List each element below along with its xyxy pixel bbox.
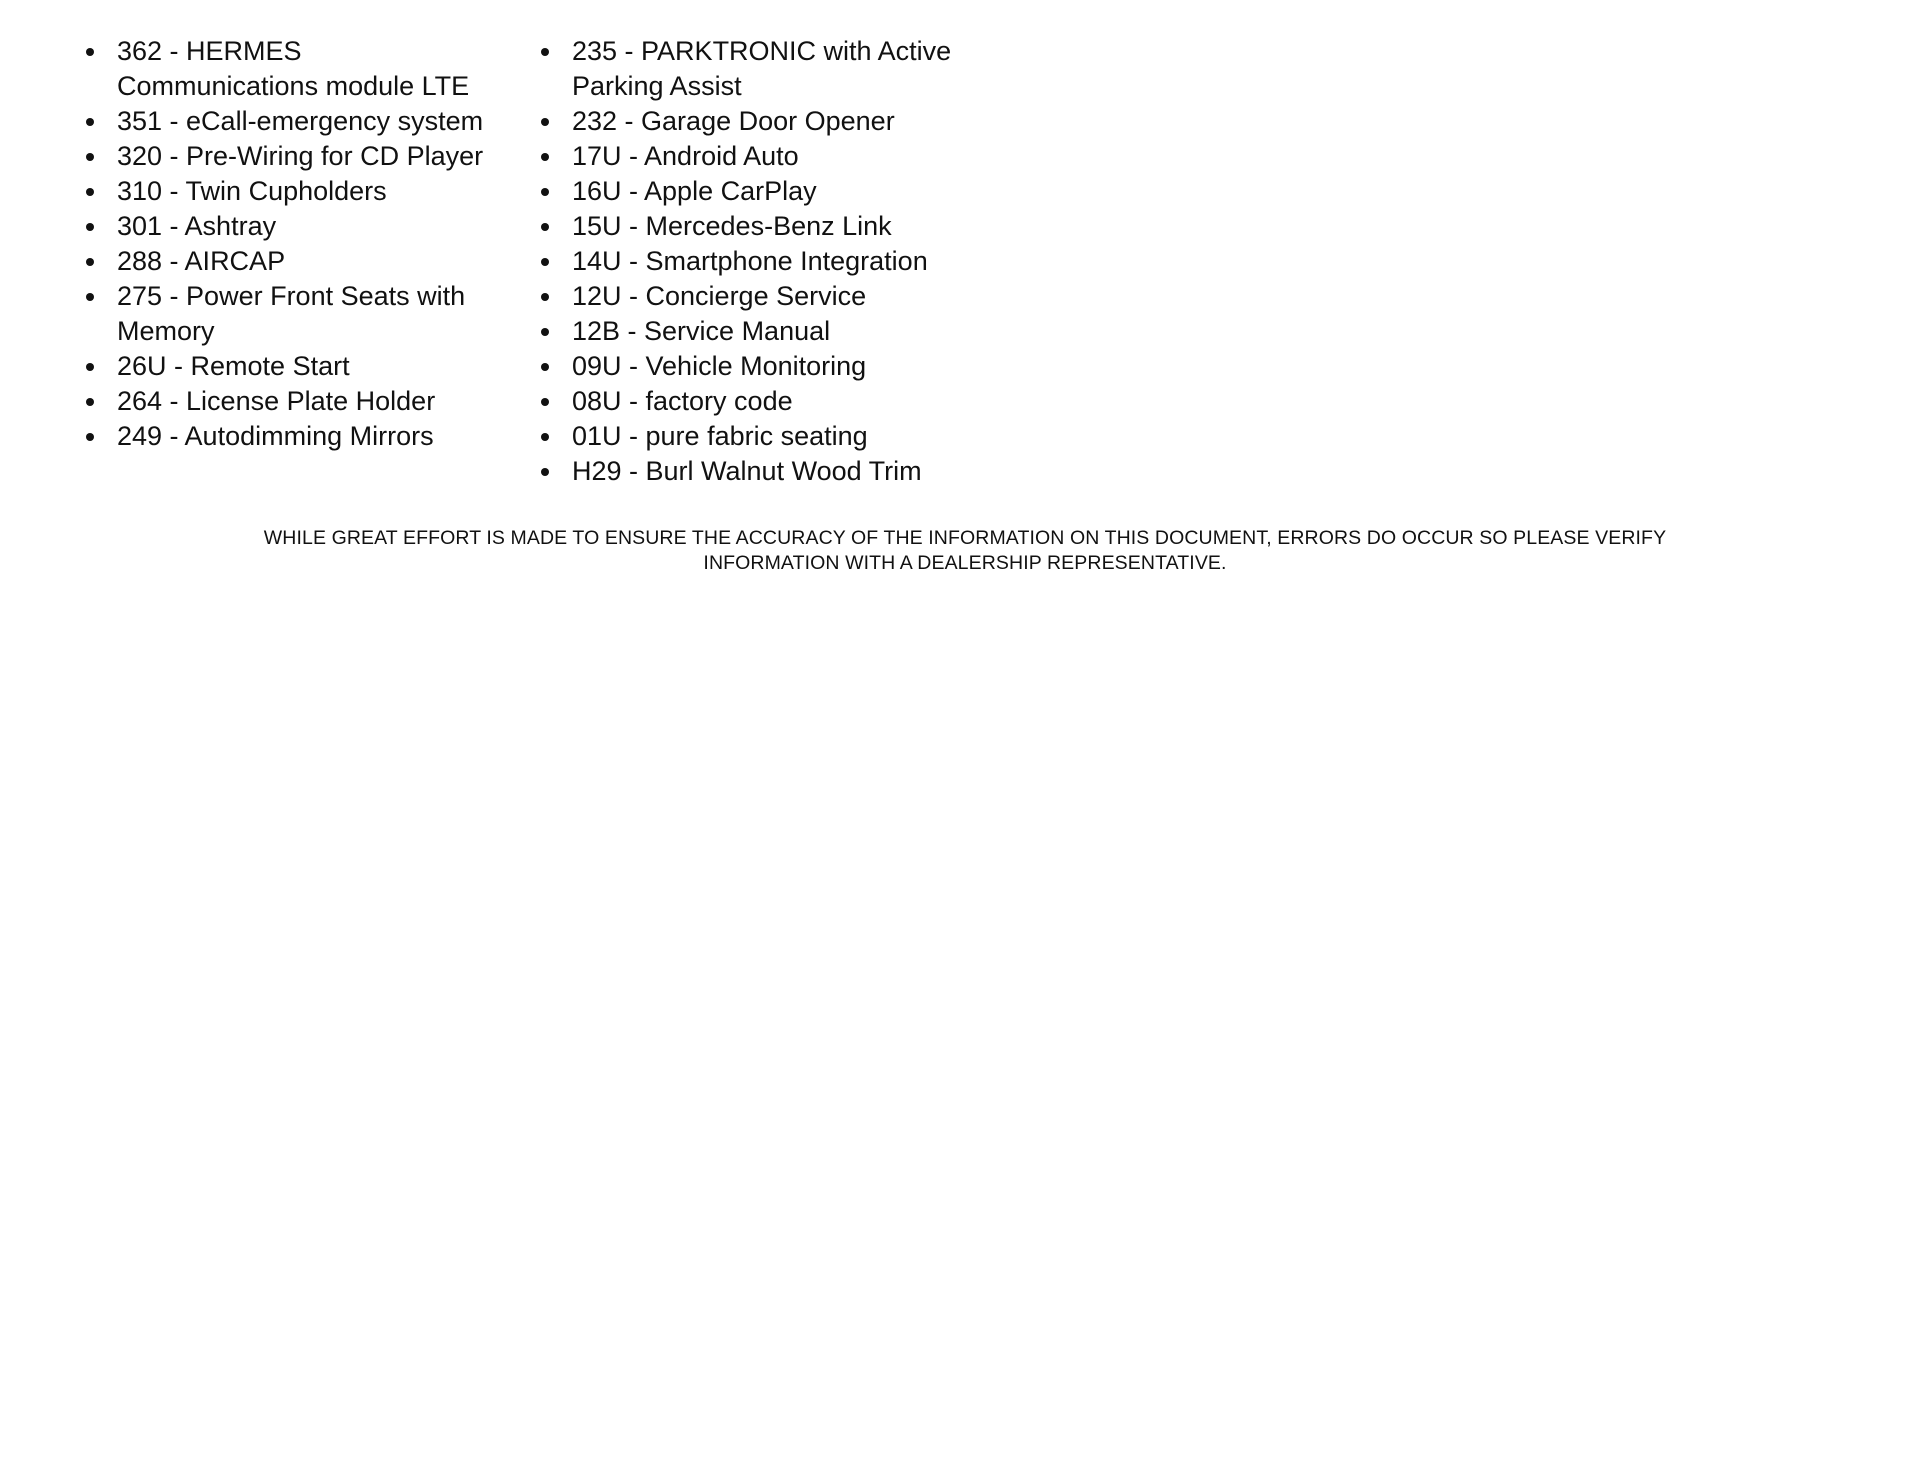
list-item: 232 - Garage Door Opener [541, 104, 1002, 139]
list-item: 15U - Mercedes-Benz Link [541, 209, 1002, 244]
list-item: 310 - Twin Cupholders [86, 174, 507, 209]
list-item: 301 - Ashtray [86, 209, 507, 244]
options-right-column [541, 34, 1061, 489]
list-item: 351 - eCall-emergency system [86, 104, 507, 139]
list-item: 26U - Remote Start [86, 349, 507, 384]
disclaimer [0, 526, 1920, 576]
options-left-column [0, 34, 541, 489]
list-item: 235 - PARKTRONIC with Active Parking Assist [541, 34, 1002, 104]
list-item: 275 - Power Front Seats with Memory [86, 279, 507, 349]
list-item: 09U - Vehicle Monitoring [541, 349, 1002, 384]
list-item: 17U - Android Auto [541, 139, 1002, 174]
list-item: 01U - pure fabric seating [541, 419, 1002, 454]
disclaimer-line-2: INFORMATION WITH A DEALERSHIP REPRESENTATIVE. [703, 552, 1227, 574]
list-item: 14U - Smartphone Integration [541, 244, 1002, 279]
list-item: 288 - AIRCAP [86, 244, 507, 279]
options-list [0, 34, 1061, 489]
list-item: 320 - Pre-Wiring for CD Player [86, 139, 507, 174]
list-item: 08U - factory code [541, 384, 1002, 419]
disclaimer-line-1: WHILE GREAT EFFORT IS MADE TO ENSURE THE ACCURACY OF THE INFORMATION ON THIS DOCUMENT, ERRORS DO OCCUR SO PLEASE VERIFY [263, 527, 1667, 549]
list-item: 16U - Apple CarPlay [541, 174, 1002, 209]
list-item: 264 - License Plate Holder [86, 384, 507, 419]
list-item: 362 - HERMES Communications module LTE [86, 34, 507, 104]
list-item: 12B - Service Manual [541, 314, 1002, 349]
list-item: 12U - Concierge Service [541, 279, 1002, 314]
list-item: 249 - Autodimming Mirrors [86, 419, 507, 454]
list-item: H29 - Burl Walnut Wood Trim [541, 454, 1002, 489]
